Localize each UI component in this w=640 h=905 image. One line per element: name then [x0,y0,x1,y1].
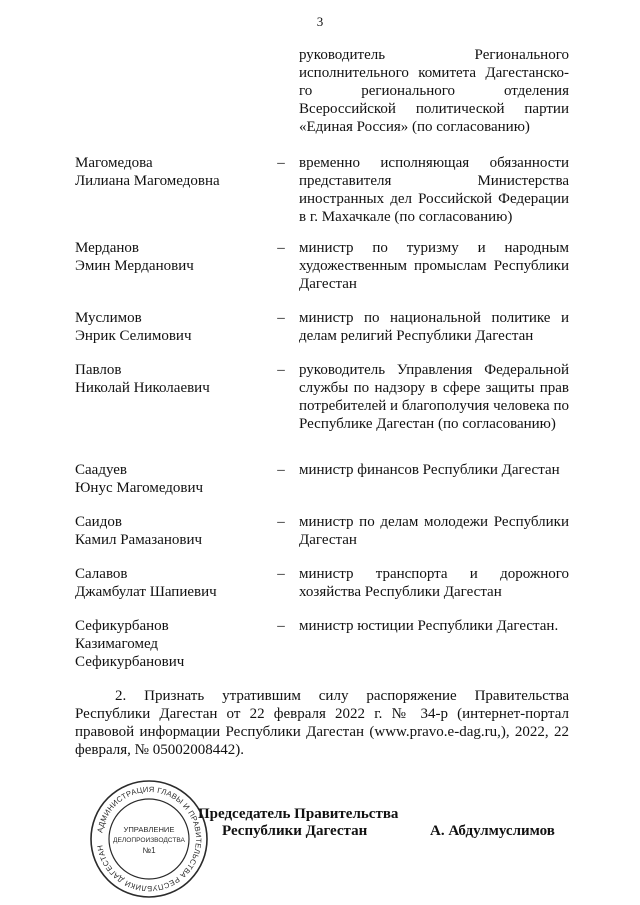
member-surname: Салавов [75,566,128,582]
member-name [75,461,255,497]
member-surname: Муслимов [75,310,142,326]
member-name [75,565,255,601]
member-name [75,154,255,190]
member-surname: Мерданов [75,240,139,256]
member-surname: Саидов [75,514,122,530]
dash-separator: – [277,155,285,171]
member-given-names: Николай Николаевич [75,380,210,396]
member-name [75,309,255,345]
stamp-line-3: №1 [142,846,156,855]
member-name [75,239,255,275]
member-name [75,617,255,671]
dash-separator: – [277,566,285,582]
member-position: министр по национальной политике и делам религий Республики Дагестан [299,310,569,344]
member-name [75,361,255,397]
dash-separator: – [277,618,285,634]
member-position: министр финансов Республики Дагестан [299,462,560,478]
page-number: 3 [316,14,324,29]
dash-separator: – [277,240,285,256]
member-name [75,513,255,549]
office-stamp [88,778,210,900]
dash-separator: – [277,462,285,478]
stamp-seal-icon [88,778,210,900]
member-position: министр по делам молодежи Республики Дагестан [299,514,569,548]
member-given-names: Энрик Селимович [75,328,192,344]
member-surname: Саадуев [75,462,127,478]
member-surname: Магомедова [75,155,153,171]
stamp-line-2: ДЕЛОПРОИЗВОДСТВА [113,837,185,844]
member-given-names: Камил Рамазанович [75,532,203,548]
member-given-names: Казимагомед [75,636,159,652]
member-surname: Сефикурбанов [75,618,169,634]
member-given-names: Джамбулат Шапиевич [75,584,217,600]
dash-separator: – [277,514,285,530]
dash-separator: – [277,310,285,326]
clause-2-paragraph: 2. Признать утратившим силу распоряжение Правительства Республики Дагестан от 22 февраля 2022 г. № 34-р (интернет-портал правовой информации Республики Дагестан (www.pravo.e-dag.ru,), 2022, 22 февраля, № 05002008442). [75,688,569,758]
member-given-names: Лилиана Магомедовна [75,173,220,189]
stamp-line-1: УПРАВЛЕНИЕ [123,825,175,834]
dash-separator: – [277,362,285,378]
member-position: руководитель Управления Федеральной службы по надзору в сфере защиты прав потребителей и благополучия человека по Республике Дагестан (по согласованию) [299,362,569,432]
member-surname: Павлов [75,362,122,378]
member-position: министр юстиции Республики Дагестан. [299,618,559,634]
member-given-names: Эмин Мерданович [75,258,194,274]
member-position: министр по туризму и народным художественным промыслам Республики Дагестан [299,240,569,292]
member-position: министр транспорта и дорожного хозяйства Республики Дагестан [299,566,569,600]
member-given-names: Юнус Магомедович [75,480,204,496]
member-patronymic: Сефикурбанович [75,654,185,670]
member-position: руководитель Регионального исполнительного комитета Дагестанско-го регионального отделения Всероссийской политической партии «Единая Россия» (по согласованию) [299,47,569,135]
signatory-name: А. Абдулмуслимов [430,823,555,839]
stamp-ring-text: АДМИНИСТРАЦИЯ ГЛАВЫ И ПРАВИТЕЛЬСТВА РЕСПУБЛИКИ ДАГЕСТАН [95,784,204,894]
signature-title-line-2: Республики Дагестан [222,823,368,839]
signature-title-line-1: Председатель Правительства [198,806,399,822]
member-position: временно исполняющая обязанности представителя Министерства иностранных дел Российской Федерации в г. Махачкале (по согласованию) [299,155,569,225]
